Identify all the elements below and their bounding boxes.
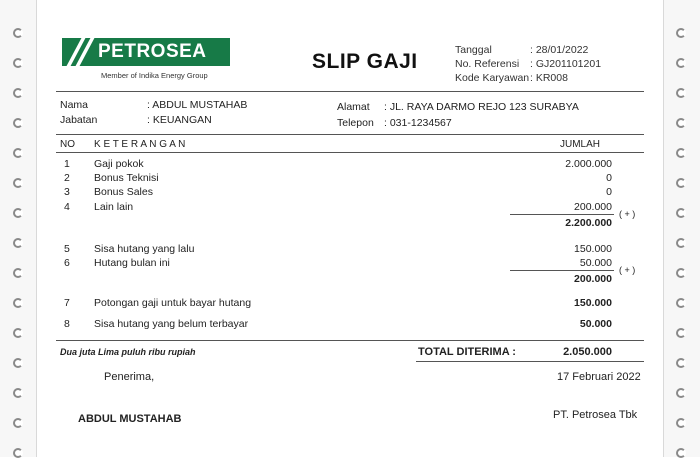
page-title: SLIP GAJI: [312, 50, 418, 73]
subtotal-line: [510, 270, 614, 271]
debt-total: 200.000: [574, 273, 612, 285]
meta-value-kode: : KR008: [530, 72, 568, 84]
perforation-hole-icon: [13, 178, 23, 188]
right-tractor-strip: [663, 0, 700, 457]
row-no: 4: [64, 201, 70, 213]
alamat-label: Alamat: [337, 101, 370, 113]
nama-value: : ABDUL MUSTAHAB: [147, 99, 248, 111]
perforation-hole-icon: [13, 238, 23, 248]
alamat-value: : JL. RAYA DARMO REJO 123 SURABYA: [384, 101, 579, 113]
receiver-name: ABDUL MUSTAHAB: [78, 413, 182, 425]
row-amount: 50.000: [579, 318, 612, 330]
perforation-hole-icon: [676, 178, 686, 188]
col-header-keterangan: K E T E R A N G A N: [94, 139, 186, 150]
perforation-hole-icon: [13, 58, 23, 68]
total-label: TOTAL DITERIMA :: [418, 346, 516, 358]
perforation-hole-icon: [676, 388, 686, 398]
row-amount: 150.000: [574, 297, 612, 309]
perforation-hole-icon: [676, 208, 686, 218]
row-amount: 0: [606, 186, 612, 198]
row-desc: Hutang bulan ini: [94, 257, 170, 269]
perforation-hole-icon: [676, 88, 686, 98]
perforation-hole-icon: [13, 418, 23, 428]
nama-label: Nama: [60, 99, 89, 111]
plus-sign: ( + ): [619, 209, 636, 219]
amount-in-words: Dua juta Lima puluh ribu rupiah: [60, 347, 196, 357]
row-no: 8: [64, 318, 70, 330]
perforation-hole-icon: [13, 328, 23, 338]
jabatan-label: Jabatan: [60, 114, 98, 126]
row-desc: Bonus Teknisi: [94, 172, 159, 184]
row-no: 7: [64, 297, 70, 309]
plus-sign: ( + ): [619, 265, 636, 275]
meta-value-referensi: : GJ201101201: [530, 58, 602, 70]
perforation-hole-icon: [13, 298, 23, 308]
row-desc: Sisa hutang yang belum terbayar: [94, 318, 249, 330]
meta-label-kode: Kode Karyawan: [455, 72, 530, 84]
perforation-hole-icon: [676, 118, 686, 128]
perforation-hole-icon: [13, 268, 23, 278]
row-amount: 50.000: [579, 257, 612, 269]
penerima-label: Penerima,: [104, 371, 155, 383]
row-desc: Bonus Sales: [94, 186, 153, 198]
row-desc: Gaji pokok: [94, 158, 144, 170]
perforation-hole-icon: [676, 298, 686, 308]
row-desc: Sisa hutang yang lalu: [94, 243, 195, 255]
perforation-hole-icon: [676, 28, 686, 38]
perforation-hole-icon: [676, 238, 686, 248]
row-amount: 2.000.000: [565, 158, 612, 170]
logo-tagline: Member of Indika Energy Group: [101, 71, 208, 80]
row-amount: 150.000: [574, 243, 612, 255]
perforation-hole-icon: [13, 358, 23, 368]
telepon-value: : 031-1234567: [384, 117, 452, 129]
meta-label-tanggal: Tanggal: [455, 44, 492, 56]
total-bottom-divider: [416, 361, 644, 362]
perforation-hole-icon: [13, 28, 23, 38]
col-header-no: NO: [60, 139, 75, 150]
company-name: PT. Petrosea Tbk: [553, 409, 638, 421]
perforation-hole-icon: [676, 358, 686, 368]
row-no: 3: [64, 186, 70, 198]
subtotal-line: [510, 214, 614, 215]
perforation-hole-icon: [676, 268, 686, 278]
total-value: 2.050.000: [563, 346, 612, 358]
col-header-jumlah: JUMLAH: [560, 139, 601, 150]
row-no: 2: [64, 172, 70, 184]
income-total: 2.200.000: [565, 217, 612, 229]
row-desc: Potongan gaji untuk bayar hutang: [94, 297, 252, 309]
table-header-divider: [56, 152, 644, 153]
row-amount: 0: [606, 172, 612, 184]
perforation-hole-icon: [13, 388, 23, 398]
perforation-hole-icon: [13, 208, 23, 218]
row-desc: Lain lain: [94, 201, 134, 213]
perforation-hole-icon: [676, 418, 686, 428]
meta-label-referensi: No. Referensi: [455, 58, 520, 70]
perforation-hole-icon: [676, 328, 686, 338]
logo-text: PETROSEA: [98, 41, 207, 62]
signature-date: 17 Februari 2022: [557, 371, 641, 383]
table-top-divider: [56, 134, 644, 135]
meta-value-tanggal: : 28/01/2022: [530, 44, 589, 56]
perforation-hole-icon: [13, 148, 23, 158]
perforation-hole-icon: [676, 148, 686, 158]
left-tractor-strip: [0, 0, 37, 457]
perforation-hole-icon: [676, 58, 686, 68]
jabatan-value: : KEUANGAN: [147, 114, 212, 126]
perforation-hole-icon: [13, 88, 23, 98]
row-amount: 200.000: [574, 201, 612, 213]
telepon-label: Telepon: [337, 117, 374, 129]
row-no: 6: [64, 257, 70, 269]
perforation-hole-icon: [13, 118, 23, 128]
row-no: 1: [64, 158, 70, 170]
total-top-divider: [56, 340, 644, 341]
row-no: 5: [64, 243, 70, 255]
header-divider: [56, 91, 644, 92]
